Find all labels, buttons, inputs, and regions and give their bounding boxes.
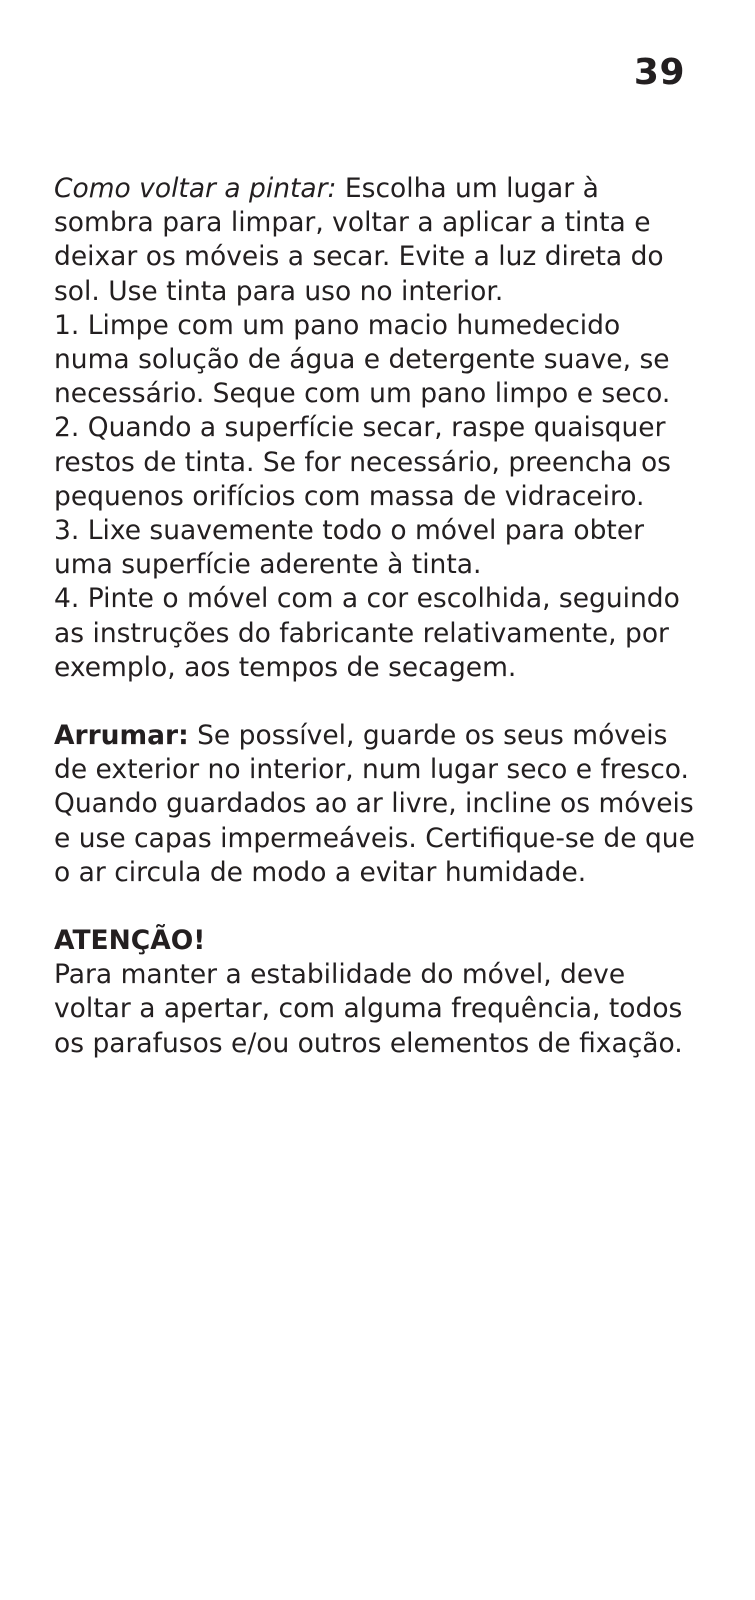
storage-text: Se possível, guarde os seus móveis de exterior no interior, num lugar seco e fresco. Quando guardados ao ar livre, incline os móveis e use capas impermeáveis. Certifique-se de que o ar circula de modo a evitar humidade. [54,720,695,888]
warning-text: Para manter a estabilidade do móvel, deve voltar a apertar, com alguma frequência, todos os parafusos e/ou outros elementos de fixação. [54,959,683,1059]
repaint-step-2: 2. Quando a superfície secar, raspe quaisquer restos de tinta. Se for necessário, preencha os pequenos orifícios com massa de vidraceiro. [54,412,671,512]
storage-lead: Arrumar: [54,720,189,752]
document-body [54,172,704,1061]
warning-heading: ATENÇÃO! [54,925,206,957]
repaint-lead: Como voltar a pintar: [54,173,337,204]
repaint-step-1: 1. Limpe com um pano macio humedecido numa solução de água e detergente suave, se necessário. Seque com um pano limpo e seco. [54,309,671,410]
repaint-intro-text: Escolha um lugar à sombra para limpar, voltar a aplicar a tinta e deixar os móveis a secar. Evite a luz direta do sol. Use tinta para uso no interior. [54,173,664,307]
storage-paragraph [54,719,704,890]
repaint-intro-paragraph [54,172,704,309]
repaint-step-3: 3. Lixe suavemente todo o móvel para obter uma superfície aderente à tinta. [54,515,645,581]
section-spacer [54,685,704,719]
repaint-step-4: 4. Pinte o móvel com a cor escolhida, seguindo as instruções do fabricante relativamente, por exemplo, aos tempos de secagem. [54,583,680,683]
page-number: 39 [633,52,685,93]
section-spacer [54,890,704,924]
